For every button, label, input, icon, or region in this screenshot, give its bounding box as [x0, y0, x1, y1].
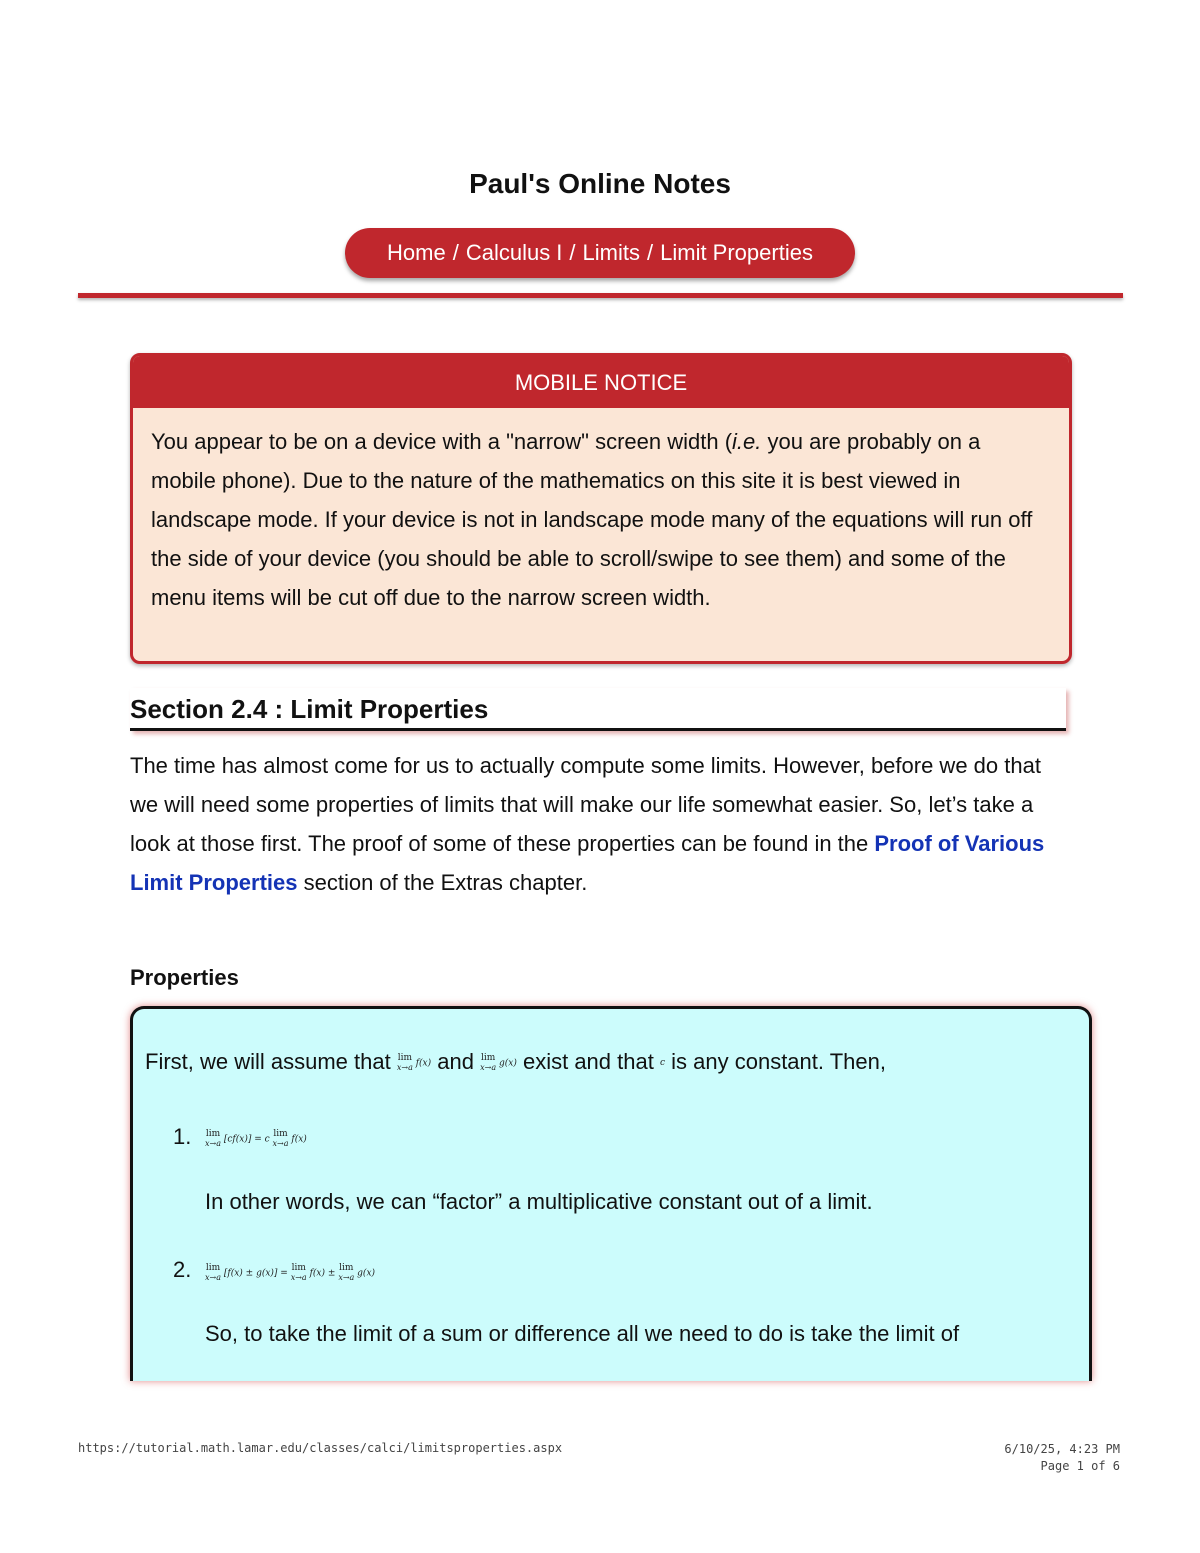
properties-heading: Properties — [130, 965, 239, 990]
notice-text-italic: i.e. — [732, 429, 762, 454]
proof-link[interactable]: Proof of Various Limit Properties — [130, 831, 1045, 895]
mobile-notice-body — [133, 408, 1069, 617]
notice-text-start: You appear to be on a device with a "narrow" screen width ( — [151, 429, 733, 454]
property-description: So, to take the limit of a sum or difference all we need to do is take the limit of — [205, 1321, 960, 1346]
lim-label: lim — [205, 1263, 221, 1273]
mobile-notice-header: MOBILE NOTICE — [133, 356, 1069, 408]
properties-intro-text: First, we will assume that — [145, 1049, 391, 1074]
lim-subscript: x→a — [205, 1139, 221, 1148]
math-f: f(x) — [291, 1134, 307, 1145]
math-c: c — [659, 1058, 666, 1069]
breadcrumb-limit-properties[interactable]: Limit Properties — [660, 240, 813, 265]
mobile-notice — [130, 353, 1072, 664]
footer-meta — [1004, 1441, 1120, 1475]
properties-box — [130, 1006, 1092, 1381]
property-description: In other words, we can “factor” a multiplicative constant out of a limit. — [205, 1189, 873, 1214]
breadcrumb-separator: / — [452, 240, 459, 265]
properties-intro-text: exist and that — [522, 1049, 654, 1074]
lim-subscript: x→a — [338, 1273, 355, 1282]
header-divider — [78, 293, 1123, 298]
intro-text-end: section of the Extras chapter. — [297, 870, 588, 895]
lim-label: lim — [339, 1263, 354, 1273]
property-1-formula — [205, 1129, 307, 1149]
lim-label: lim — [291, 1263, 306, 1273]
site-title: Paul's Online Notes — [469, 168, 731, 199]
property-number: 2. — [173, 1257, 192, 1282]
math-expr: [cf(x)] = c — [223, 1134, 270, 1145]
math-expr: [f(x) ± g(x)] = — [223, 1268, 288, 1279]
notice-text-end: you are probably on a mobile phone). Due to the nature of the mathematics on this site it is best viewed in landscape mode. If your device is not in landscape mode many of the equations will run off the side of your device (you should be able to scroll/swipe to see them) and some of the menu items will be cut off due to the narrow screen width. — [151, 429, 1033, 610]
breadcrumb-home[interactable]: Home — [387, 240, 446, 265]
breadcrumb-separator: / — [569, 240, 576, 265]
properties-intro-text: and — [437, 1049, 474, 1074]
section-title: Section 2.4 : Limit Properties — [130, 688, 1066, 731]
breadcrumb-separator: / — [647, 240, 654, 265]
breadcrumb-limits[interactable]: Limits — [582, 240, 640, 265]
property-2-formula — [205, 1263, 375, 1283]
footer-page-number: Page 1 of 6 — [1040, 1459, 1120, 1473]
property-number: 1. — [173, 1124, 192, 1149]
intro-text-start: The time has almost come for us to actually compute some limits. However, before we do that we will need some properties of limits that will make our life somewhat easier. So, let’s take a look at those first. The proof of some of these properties can be found in the — [130, 753, 1041, 856]
breadcrumb-calculus-i[interactable]: Calculus I — [465, 240, 563, 265]
math-lim-f — [397, 1053, 431, 1073]
math-f: f(x) — [415, 1058, 432, 1069]
properties-intro-text: is any constant. Then, — [671, 1049, 886, 1074]
lim-label: lim — [397, 1053, 412, 1064]
footer-url: https://tutorial.math.lamar.edu/classes/calci/limitsproperties.aspx — [78, 1441, 563, 1455]
lim-label: lim — [273, 1129, 288, 1139]
lim-label: lim — [480, 1053, 496, 1064]
math-g: g(x) — [498, 1058, 517, 1069]
lim-subscript: x→a — [290, 1273, 307, 1282]
lim-subscript: x→a — [272, 1139, 289, 1148]
math-lim-g — [480, 1053, 517, 1073]
lim-subscript: x→a — [396, 1063, 413, 1073]
math-pm: ± — [327, 1268, 336, 1279]
footer-datetime: 6/10/25, 4:23 PM — [1004, 1442, 1120, 1456]
lim-subscript: x→a — [205, 1273, 221, 1282]
intro-paragraph — [130, 746, 1070, 902]
math-g: g(x) — [357, 1268, 376, 1279]
math-f: f(x) — [309, 1268, 326, 1279]
breadcrumb — [345, 228, 855, 278]
properties-intro — [145, 1049, 886, 1075]
lim-subscript: x→a — [480, 1063, 497, 1073]
lim-label: lim — [205, 1129, 221, 1139]
